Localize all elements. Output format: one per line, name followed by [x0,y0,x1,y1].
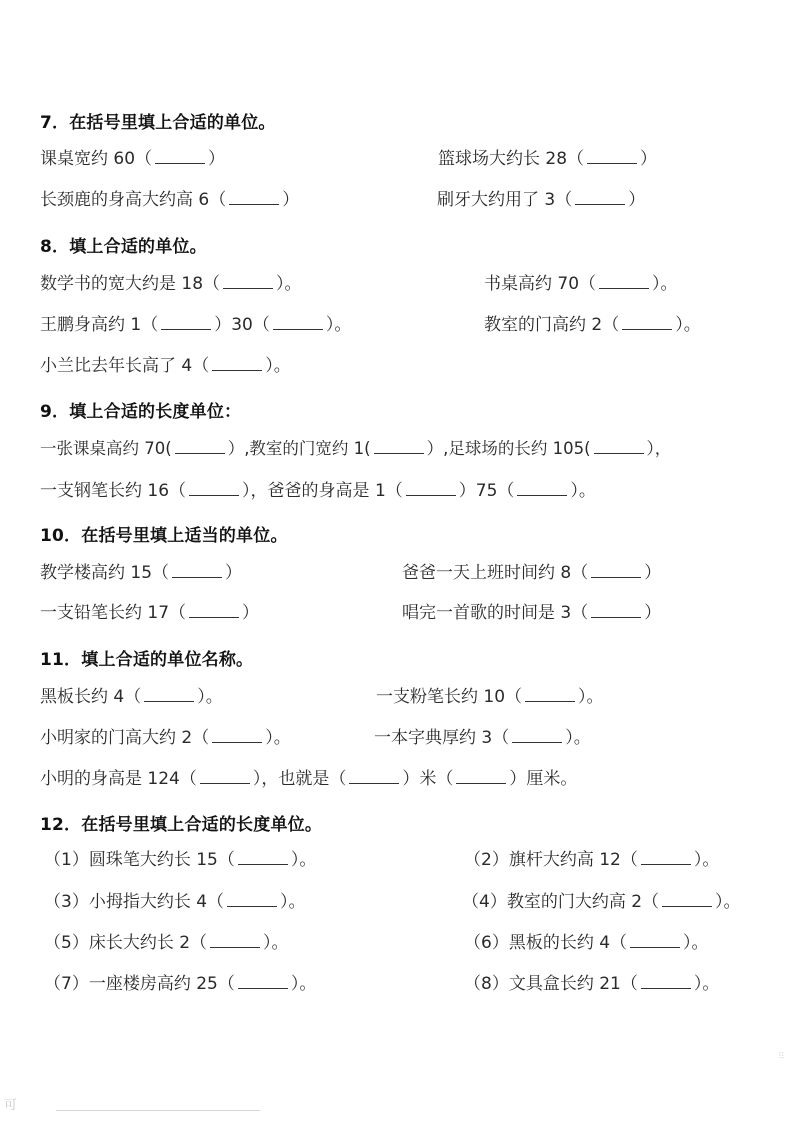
item-text: （3）小拇指大约长 4（ [44,892,225,912]
question-8-heading: 8．填上合适的单位。 [40,237,207,257]
item-text: ）， [646,439,672,458]
q11-item-5 [40,768,577,790]
item-text: （8）文具盒长约 21（ [464,974,638,994]
item-text: ） [628,190,646,210]
item-text: 一支钢笔长约 16（ [40,481,187,501]
item-text: ）。 [570,481,596,501]
item-text: 小明的身高是 124（ [40,769,197,789]
item-text: ）75（ [458,481,515,501]
item-text: 小兰比去年长高了 4（ [40,356,210,376]
item-text: ）,教室的门宽约 1( [227,439,371,458]
q8-item-1 [40,273,302,295]
q10-item-1 [40,562,242,584]
item-text: 教室的门高约 2（ [484,315,620,335]
question-9-heading: 9．填上合适的长度单位： [40,402,242,422]
answer-blank[interactable] [238,974,288,989]
answer-blank[interactable] [189,603,239,618]
q11-item-3 [40,727,291,749]
item-text: ），也就是（ [252,769,347,789]
answer-blank[interactable] [238,850,288,865]
item-text: ）。 [683,933,709,953]
item-text: 书桌高约 70（ [484,274,597,294]
item-text: ）厘米。 [509,769,578,789]
q7-item-3 [40,189,299,211]
answer-blank[interactable] [517,481,567,496]
footer-mark: 可 [4,1098,18,1113]
item-text: 一本字典厚约 3（ [374,728,510,748]
q8-item-3 [40,314,351,336]
q11-item-4 [374,727,591,749]
q7-item-2 [438,148,657,170]
item-text: ）。 [197,687,223,707]
q10-item-2 [402,562,661,584]
answer-blank[interactable] [349,769,399,784]
item-text: ）。 [265,356,291,376]
answer-blank[interactable] [273,315,323,330]
answer-blank[interactable] [210,933,260,948]
item-text: ）。 [693,974,720,994]
answer-blank[interactable] [662,892,712,907]
item-text: 数学书的宽大约是 18（ [40,274,221,294]
item-text: ）。 [290,850,317,870]
answer-blank[interactable] [212,728,262,743]
q12-item-5 [44,932,289,954]
answer-blank[interactable] [594,439,644,454]
item-text: ）。 [265,728,291,748]
answer-blank[interactable] [630,933,680,948]
edge-mark-icon: ⠿ [778,1052,785,1062]
q10-item-3 [40,602,259,624]
item-text: ） [225,563,243,583]
item-text: 课桌宽约 60（ [40,149,153,169]
item-text: 黑板长约 4（ [40,687,142,707]
q8-item-4 [484,314,701,336]
item-text: 刷牙大约用了 3（ [437,190,573,210]
item-text: ） [644,563,662,583]
item-text: （6）黑板的长约 4（ [464,933,628,953]
question-12-heading: 12．在括号里填上合适的长度单位。 [40,815,323,835]
item-text: ）。 [280,892,306,912]
answer-blank[interactable] [200,769,250,784]
item-text: ） [282,190,300,210]
answer-blank[interactable] [591,563,641,578]
answer-blank[interactable] [227,892,277,907]
answer-blank[interactable] [599,274,649,289]
item-text: （2）旗杆大约高 12（ [464,850,638,870]
item-text: （4）教室的门大约高 2（ [462,892,660,912]
item-text: ）。 [263,933,289,953]
question-11-heading: 11．填上合适的单位名称。 [40,650,254,670]
q11-item-1 [40,686,223,708]
question-7-heading: 7．在括号里填上合适的单位。 [40,113,276,133]
answer-blank[interactable] [622,315,672,330]
item-text: ）。 [578,687,604,707]
q12-item-4 [462,891,741,913]
item-text: ）。 [652,274,678,294]
q12-item-1 [44,849,316,871]
item-text: ） [644,603,662,623]
item-text: ）。 [565,728,591,748]
item-text: ） [640,149,658,169]
q12-item-2 [464,849,719,871]
answer-blank[interactable] [575,190,625,205]
q11-item-2 [376,686,604,708]
q12-item-8 [464,973,719,995]
answer-blank[interactable] [641,974,691,989]
footer-divider [56,1110,260,1111]
item-text: （5）床长大约长 2（ [44,933,208,953]
item-text: ）30（ [214,315,270,335]
q9-item-1 [40,438,671,460]
question-10-heading: 10．在括号里填上适当的单位。 [40,526,288,546]
answer-blank[interactable] [229,190,279,205]
answer-blank[interactable] [406,481,456,496]
item-text: ）米（ [402,769,454,789]
answer-blank[interactable] [172,563,222,578]
answer-blank[interactable] [212,356,262,371]
item-text: 长颈鹿的身高大约高 6（ [40,190,227,210]
answer-blank[interactable] [223,274,273,289]
item-text: ）,足球场的长约 105( [426,439,591,458]
q12-item-6 [464,932,709,954]
item-text: 王鹏身高约 1（ [40,315,159,335]
answer-blank[interactable] [161,315,211,330]
item-text: 小明家的门高大约 2（ [40,728,210,748]
item-text: ） [242,603,260,623]
q8-item-5 [40,355,291,377]
q9-item-2 [40,480,596,502]
answer-blank[interactable] [155,149,205,164]
item-text: 唱完一首歌的时间是 3（ [402,603,589,623]
answer-blank[interactable] [175,439,225,454]
item-text: 一张课桌高约 70( [40,439,172,458]
item-text: ）。 [290,974,317,994]
q10-item-4 [402,602,661,624]
answer-blank[interactable] [525,687,575,702]
item-text: ）。 [675,315,701,335]
q8-item-2 [484,273,678,295]
q7-item-4 [437,189,645,211]
answer-blank[interactable] [512,728,562,743]
q12-item-7 [44,973,316,995]
q12-item-3 [44,891,306,913]
answer-blank[interactable] [144,687,194,702]
item-text: ）。 [693,850,720,870]
item-text: 一支粉笔长约 10（ [376,687,523,707]
item-text: ）。 [325,315,352,335]
answer-blank[interactable] [456,769,506,784]
answer-blank[interactable] [641,850,691,865]
answer-blank[interactable] [587,149,637,164]
item-text: ），爸爸的身高是 1（ [242,481,403,501]
item-text: ） [208,149,226,169]
item-text: （1）圆珠笔大约长 15（ [44,850,235,870]
q7-item-1 [40,148,225,170]
answer-blank[interactable] [189,481,239,496]
item-text: 一支铅笔长约 17（ [40,603,187,623]
item-text: 教学楼高约 15（ [40,563,170,583]
item-text: 爸爸一天上班时间约 8（ [402,563,589,583]
answer-blank[interactable] [591,603,641,618]
answer-blank[interactable] [374,439,424,454]
item-text: ）。 [715,892,741,912]
item-text: ）。 [276,274,302,294]
item-text: 篮球场大约长 28（ [438,149,585,169]
item-text: （7）一座楼房高约 25（ [44,974,235,994]
